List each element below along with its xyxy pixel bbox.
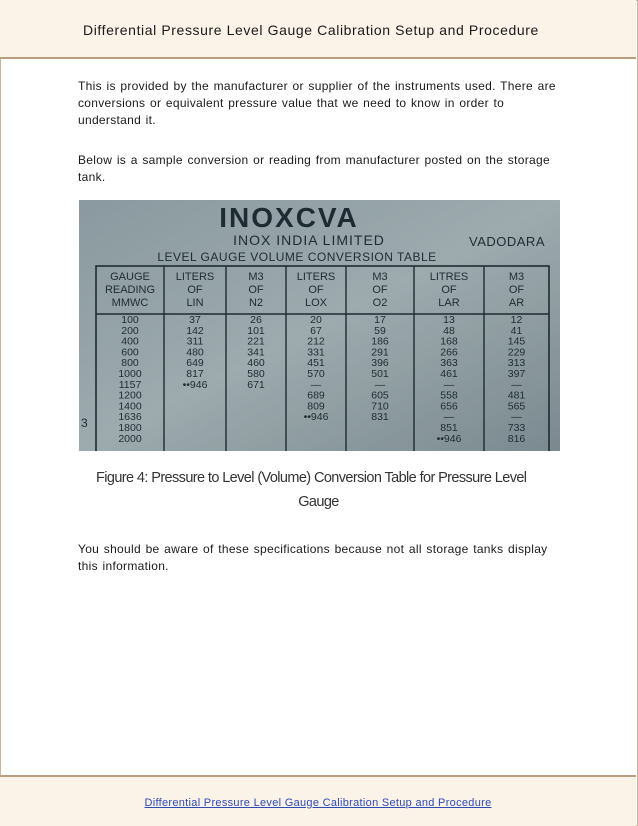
photo-table-cell: 480 [186,346,204,359]
photo-table-cell: 600 [121,346,139,359]
photo-table-cell: 13 [443,314,455,326]
photo-table-cell: 341 [247,346,265,359]
photo-table-cell: 816 [507,432,526,445]
photo-table-cell: 397 [507,368,526,380]
photo-table-cell: — [511,411,522,424]
photo-company-text: INOX INDIA LIMITED [233,232,385,248]
awareness-paragraph: You should be aware of these specifications because not all storage tanks display this information. [78,542,548,573]
photo-table-cell: 481 [507,389,526,402]
photo-table-cell: 229 [507,346,526,359]
photo-table-cell: 37 [189,314,201,326]
photo-header-cell: O2 [372,297,388,309]
conversion-table-photo [79,200,560,451]
photo-header-cell: M3 [248,271,264,283]
photo-table-cell: 17 [374,314,386,326]
photo-table-cell: 145 [507,335,526,348]
photo-header-cell: OF [372,284,388,296]
photo-table-cell: 1400 [118,400,142,413]
page-header [0,0,636,59]
photo-table-cell: 41 [510,324,523,337]
photo-table-cell: 689 [307,389,325,402]
photo-table-cell: 1800 [118,422,142,434]
photo-header-cell: AR [508,297,525,309]
photo-table-cell: — [374,378,386,391]
photo-table-cell: 186 [371,335,389,348]
photo-table-cell: 1200 [118,389,142,402]
photo-header-cell: LITERS [175,271,215,283]
photo-table-cell: 266 [440,346,458,359]
photo-brand-text: INOXCVA [219,202,359,233]
photo-table-title: LEVEL GAUGE VOLUME CONVERSION TABLE [157,250,437,264]
photo-table-cell: 671 [247,378,265,391]
photo-table-cell: 291 [371,346,389,359]
photo-table-cell: 2000 [118,432,142,445]
photo-header-cell: M3 [508,271,525,283]
photo-header-cell: LIN [186,297,204,309]
photo-table-cell: 800 [121,357,139,370]
photo-table-cell: 501 [371,368,389,380]
photo-table-cell: 67 [310,324,322,337]
photo-table-cell: 212 [307,335,325,348]
photo-table-cell: 1000 [118,368,142,380]
photo-table-cell: 570 [307,368,325,380]
photo-table-cell: ••946 [303,411,329,424]
photo-header-cell: GAUGE [110,271,150,283]
photo-table-cell: 460 [247,357,265,370]
photo-table-cell: 831 [371,411,389,424]
photo-table-cell: 817 [186,368,204,380]
photo-table-cell: — [443,378,455,391]
photo-table-cell: 221 [247,335,265,348]
photo-table-cell: — [443,411,455,424]
photo-header-cell: OF [308,284,324,296]
photo-header-cell: LAR [438,297,460,309]
photo-table-cell: 605 [371,389,389,402]
photo-header-cell: OF [187,284,203,296]
photo-table-cell: 12 [510,314,523,326]
caption-line2: Gauge [298,494,339,510]
photo-table-cell: 809 [307,400,325,413]
photo-table-cell: 48 [443,324,455,337]
photo-table-cell: ••946 [436,432,462,445]
photo-table-cell: 851 [440,422,458,434]
photo-table-cell: 396 [371,357,389,370]
photo-table-cell: 331 [307,346,325,359]
figure-caption [96,466,541,514]
photo-table-cell: 313 [507,357,526,370]
photo-table-cell: 100 [121,314,139,326]
photo-table-cell: 649 [186,357,204,370]
photo-header-cell: READING [104,284,156,296]
photo-header-cell: MMWC [111,297,149,309]
photo-table-cell: 451 [307,357,325,370]
photo-table-cell: 1157 [118,378,142,391]
caption-line1: Figure 4: Pressure to Level (Volume) Conversion Table for Pressure Level [96,470,527,486]
photo-table-cell: 101 [247,324,265,337]
photo-table-cell: — [310,378,322,391]
photo-table-cell: 168 [440,335,458,348]
photo-city-text: VADODARA [469,234,545,249]
photo-table-cell: 311 [186,335,204,348]
photo-header-cell: OF [441,284,457,296]
photo-table-cell: 558 [440,389,458,402]
photo-table-cell: 710 [371,400,389,413]
sample-paragraph: Below is a sample conversion or reading from manufacturer posted on the storage tank. [78,153,550,184]
photo-header-cell: N2 [248,297,264,309]
footer-title: Differential Pressure Level Gauge Calibration Setup and Procedure [144,797,492,809]
photo-header-cell: OF [248,284,264,296]
photo-header-cell: OF [508,284,525,296]
photo-table-cell: 26 [250,314,262,326]
photo-table-cell: 363 [440,357,458,370]
photo-header-cell: LITRES [429,271,469,283]
header-title: Differential Pressure Level Gauge Calibration Setup and Procedure [83,22,539,38]
photo-table-cell: — [511,378,522,391]
photo-side-mark: 3 [81,416,88,430]
photo-table-cell: 580 [247,368,265,380]
photo-table-cell: 565 [507,400,526,413]
photo-table-cell: ••946 [182,378,208,391]
photo-table-cell: 59 [374,324,386,337]
photo-table-cell: 656 [440,400,458,413]
photo-table-cell: 1636 [118,411,142,424]
photo-header-cell: M3 [372,271,388,283]
photo-header-cell: LOX [304,297,328,309]
photo-table-cell: 142 [186,324,204,337]
photo-table-cell: 733 [507,422,526,434]
photo-table-cell: 20 [310,314,322,326]
photo-table-cell: 200 [121,324,139,337]
photo-header-cell: LITERS [296,271,336,283]
photo-table-cell: 400 [121,335,139,348]
intro-paragraph: This is provided by the manufacturer or supplier of the instruments used. There are conversions or equivalent pressure value that we need to know in order to understand it. [78,79,556,127]
photo-table-cell: 461 [440,368,458,380]
